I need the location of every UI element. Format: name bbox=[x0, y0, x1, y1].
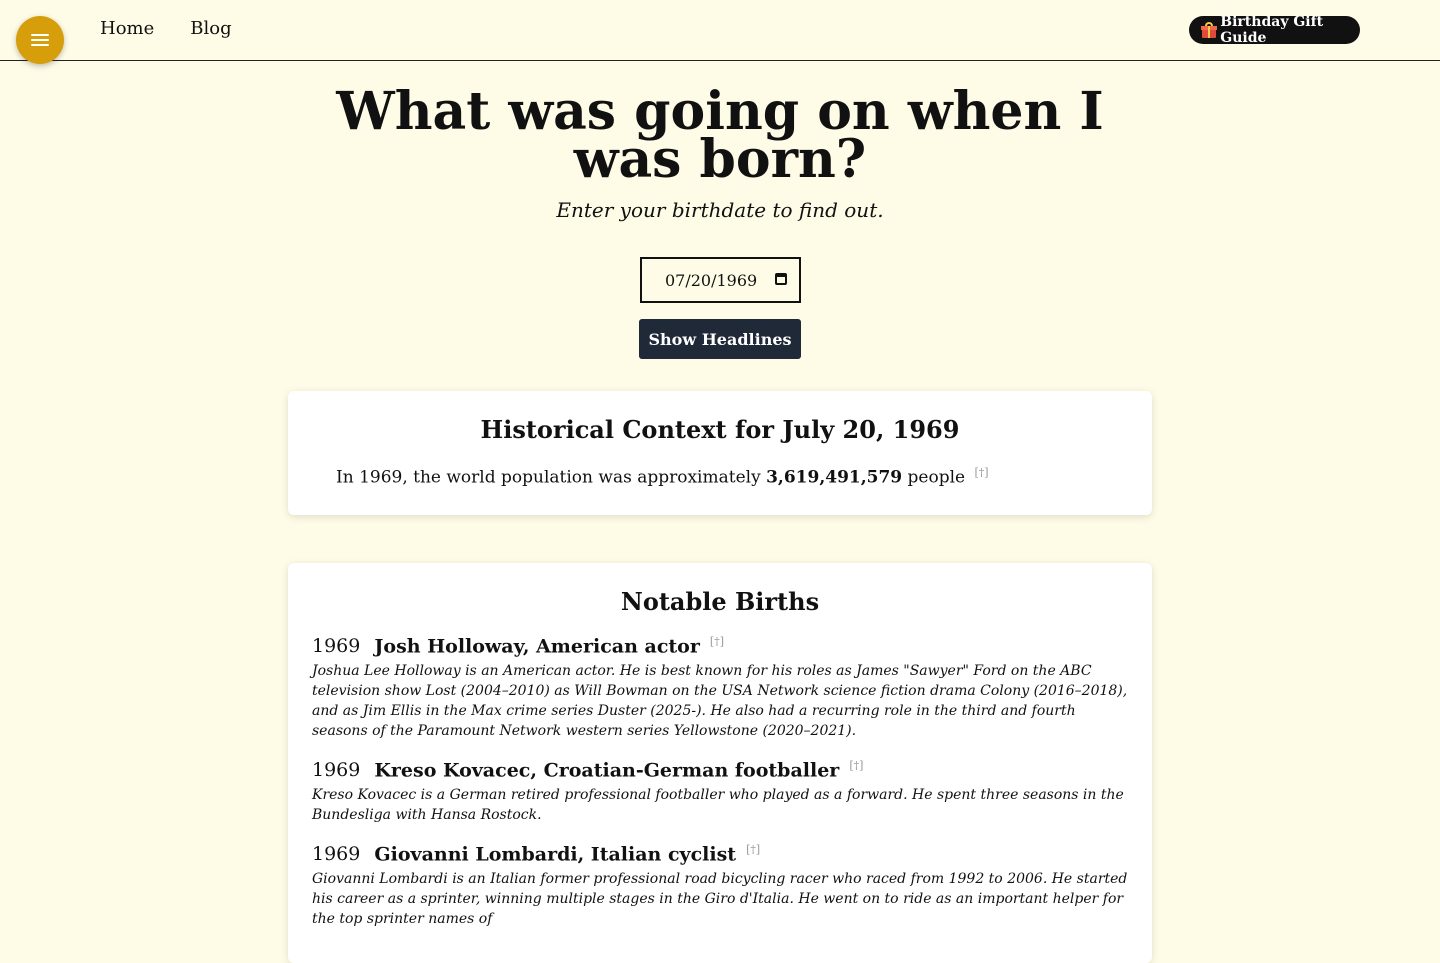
birthday-gift-guide-button[interactable] bbox=[1189, 16, 1360, 44]
citation-link[interactable]: [†] bbox=[746, 843, 761, 856]
population-text bbox=[336, 466, 989, 488]
population-value: 3,619,491,579 bbox=[766, 467, 903, 488]
historical-context-card bbox=[288, 391, 1152, 515]
calendar-icon[interactable] bbox=[775, 273, 787, 285]
birth-year: 1969 bbox=[312, 635, 361, 658]
birth-description: Joshua Lee Holloway is an American actor. He is best known for his roles as James "Sawyer" Ford on the ABC television show Lost (2004–2010) as Will Bowman on the USA Network science fiction drama Colony (2016–2018), and as Jim Ellis in the Max crime series Duster (2025-). He also had a recurring role in the third and fourth seasons of the Paramount Network western series Yellowstone (2020–2021). bbox=[312, 663, 1128, 740]
birth-entry bbox=[312, 635, 1128, 741]
births-title: Notable Births bbox=[620, 587, 820, 616]
page-title: What was going on when I was born? bbox=[336, 81, 1104, 190]
nav-blog-link[interactable]: Blog bbox=[190, 18, 232, 39]
birth-name-link[interactable]: Kreso Kovacec, Croatian-German footballer bbox=[374, 759, 840, 782]
hamburger-icon bbox=[31, 31, 49, 49]
top-navbar bbox=[0, 0, 1440, 61]
nav-home-link[interactable]: Home bbox=[100, 18, 155, 39]
birthdate-input[interactable] bbox=[640, 257, 801, 303]
birth-name-link[interactable]: Giovanni Lombardi, Italian cyclist bbox=[374, 843, 737, 866]
citation-link[interactable]: [†] bbox=[974, 466, 989, 479]
birthdate-value: 07/20/1969 bbox=[665, 271, 758, 290]
gift-icon bbox=[1201, 22, 1214, 38]
context-title: Historical Context for July 20, 1969 bbox=[480, 415, 960, 444]
menu-button[interactable] bbox=[16, 16, 64, 64]
birth-year: 1969 bbox=[312, 759, 361, 782]
birth-name-link[interactable]: Josh Holloway, American actor bbox=[374, 635, 700, 658]
population-text-before: In 1969, the world population was approximately bbox=[336, 467, 761, 488]
show-headlines-button[interactable]: Show Headlines bbox=[639, 319, 801, 359]
gift-guide-label: Birthday Gift Guide bbox=[1220, 14, 1324, 46]
citation-link[interactable]: [†] bbox=[709, 635, 724, 648]
birth-description: Kreso Kovacec is a German retired professional footballer who played as a forward. He spent three seasons in the Bundesliga with Hansa Rostock. bbox=[312, 787, 1124, 824]
notable-births-card bbox=[288, 563, 1152, 963]
page-subtitle: Enter your birthdate to find out. bbox=[556, 198, 884, 222]
birth-description: Giovanni Lombardi is an Italian former professional road bicycling racer who raced from 1992 to 2006. He started his career as a sprinter, winning multiple stages in the Giro d'Italia. He went on to ride as an important helper for the top sprinter names of bbox=[312, 871, 1128, 928]
main-nav bbox=[100, 18, 232, 39]
citation-link[interactable]: [†] bbox=[849, 759, 864, 772]
birth-year: 1969 bbox=[312, 843, 361, 866]
population-text-after: people bbox=[907, 467, 966, 488]
birth-entry bbox=[312, 759, 1128, 825]
birth-entry bbox=[312, 843, 1128, 929]
